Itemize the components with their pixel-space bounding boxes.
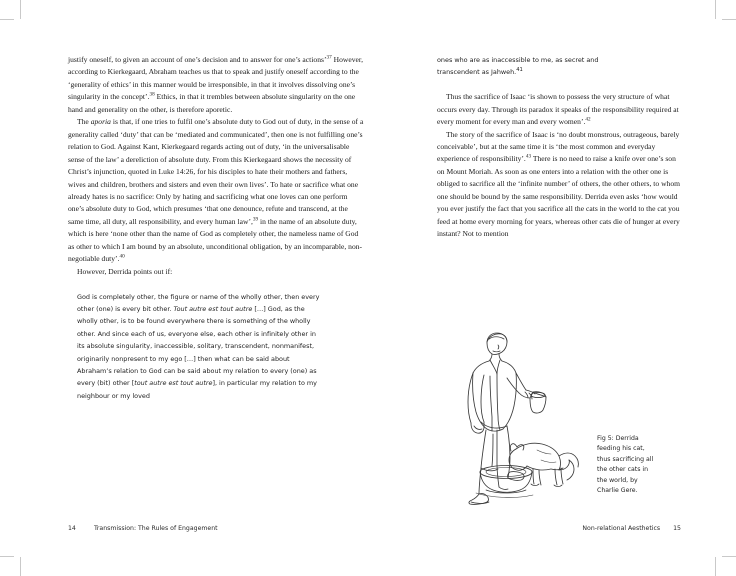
crop-mark-bottom-right-vertical (715, 557, 716, 576)
footer-left-page (68, 525, 218, 532)
running-head-right: Non-relational Aesthetics (582, 525, 661, 532)
italic-text: Tout autre est tout autre (173, 304, 253, 313)
footnote-marker: 43 (525, 153, 532, 160)
running-head-left: Transmission: The Rules of Engagement (94, 525, 218, 532)
blockquote-right-continued (437, 54, 643, 79)
crop-mark-bottom-right-horizontal (722, 556, 736, 557)
crop-mark-top-right-horizontal (722, 19, 736, 20)
paragraph: The aporia is that, if one tries to fulfil one’s absolute duty to God out of duty, in the sense of a generality called ‘duty’ that can be ‘mediated and communicated’, then one is not fulfilling one’s relation to God. Against Kant, Kierkegaard regards acting out of duty, ‘in the universalisable sense of the law’ a dereliction of absolute duty. From this Kierkegaard shows the necessity of Christ’s injunction, quoted in Luke 14:26, for his disciples to hate their mothers and fathers, wives and children, brothers and sisters and even their own lives’. To hate or sacrifice what one already hates is no sacrifice: Only by hating and sacrificing what one loves can one perform one’s absolute duty to God, which presumes ‘that one denounce, refute and transcend, at the same time, all duty, all responsibility, and every human law’,$^{39}$ in the name of an absolute duty, which is here ‘none other than the name of God as completely other, the nameless name of God as other to which I am bound by an absolute, unconditional obligation, by an incomparable, non-negotiable duty’.$^{40}$ (68, 117, 364, 264)
crop-mark-top-left-horizontal (0, 19, 14, 20)
footnote-marker: 39 (252, 216, 259, 223)
figure-caption: Fig 5: Derrida feeding his cat, thus sacrificing all the other cats in the world, by Charlie Gere. (597, 435, 654, 495)
footer-right-page (437, 525, 681, 532)
footnote-marker: 41 (516, 67, 523, 74)
crop-mark-bottom-left-vertical (20, 557, 21, 576)
crop-mark-bottom-left-horizontal (0, 556, 14, 557)
blockquote-text: ones who are as inaccessible to me, as secret and transcendent as Jahweh.$^{41}$ (437, 56, 599, 77)
paragraph: Thus the sacrifice of Isaac ‘is shown to possess the very structure of what occurs every day. Through its paradox it speaks of the responsibility required at every moment for every man and every women’.$^{42}$ (437, 92, 679, 127)
figure-5 (437, 330, 681, 520)
blockquote-left (77, 291, 325, 403)
crop-mark-top-right-vertical (715, 0, 716, 19)
italic-text: tout autre est tout autre (134, 379, 213, 388)
right-page (437, 54, 681, 241)
footnote-marker: 42 (585, 116, 591, 123)
paragraph: The story of the sacrifice of Isaac is ‘no doubt monstrous, outrageous, barely conceivable’, but at the same time it is ‘the most common and everyday experience of responsibility’.$^{43}$ There is no need to raise a knife over one’s son on Mount Moriah. As soon as one enters into a relation with the other one is obliged to sacrifice all the ‘infinite number’ of others, the other others, to whom one should be bound by the same responsibility. Derrida even asks ‘how would you ever justify the fact that you sacrifice all the cats in the world to the cat you feed at home every morning for years, whereas other cats die of hunger at every instant? Not to mention (437, 129, 681, 239)
italic-text: aporia (90, 117, 111, 127)
line-drawing-man-feeding-cat (441, 330, 581, 505)
page-number-left: 14 (68, 525, 76, 532)
paragraph: justify oneself, to given an account of one’s decision and to answer for one’s actions’$^{37}$ However, according to Kierkegaard, Abraham teaches us that to speak and justify oneself according to the ‘generality of ethics’ in this manner would be irresponsible, in that it involves dissolving one’s singularity in the concept’.$^{38}$ Ethics, in that it trembles between absolute singularity on the one hand and generality on the other, is therefore aporetic. (68, 54, 364, 114)
footnote-marker: 40 (119, 253, 125, 260)
quote-lead-in: However, Derrida points out if: (77, 266, 173, 276)
blockquote-text: God is completely other, the figure or name of the wholly other, then every other (one) is every bit other. Tout autre est tout autre […] God, as the wholly other, is to be found everywhere there is something of the wholly other. And since each of us, everyone else, each other is infinitely other in its absolute singularity, inaccessible, solitary, transcendent, nonmanifest, originarily nonpresent to my ego […] then what can be said about Abraham’s relation to God can be said about my relation to every (one) as every (bit) other [tout autre est tout autre], in particular my relation to my neighbour or my loved (77, 292, 320, 400)
page-number-right: 15 (673, 525, 681, 532)
left-page (68, 54, 364, 402)
footnote-marker: 38 (149, 91, 155, 98)
footnote-marker: 37 (326, 54, 332, 61)
crop-mark-top-left-vertical (20, 0, 21, 19)
